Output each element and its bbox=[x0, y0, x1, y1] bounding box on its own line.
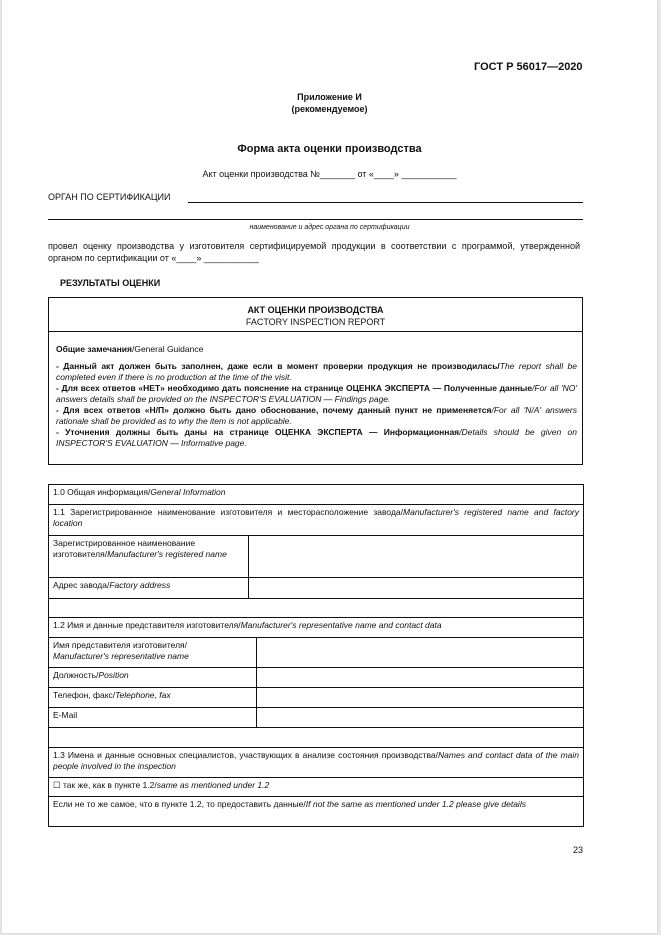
page-number: 23 bbox=[573, 845, 584, 855]
blank-row bbox=[49, 599, 584, 618]
position-en: Position bbox=[98, 670, 129, 680]
report-header-box bbox=[48, 297, 583, 332]
general-info-table bbox=[48, 484, 584, 618]
guidance-item-1-ru: - Данный акт должен быть заполнен, даже если в момент проверки продукция не производилась/ bbox=[56, 361, 500, 371]
position-field[interactable] bbox=[257, 668, 584, 688]
report-title-en: FACTORY INSPECTION REPORT bbox=[245, 317, 386, 327]
annex-title: Приложение И bbox=[297, 92, 362, 102]
guidance-item-4 bbox=[56, 427, 577, 449]
factory-address-field[interactable] bbox=[249, 578, 584, 599]
phone-field[interactable] bbox=[257, 688, 584, 708]
phone-ru: Телефон, факс/ bbox=[53, 690, 116, 700]
guidance-item-1-en: The report shall be completed even if there is no production at the time of the visit. bbox=[56, 361, 578, 382]
same-as-1-2-en: same as mentioned under 1.2 bbox=[156, 780, 270, 790]
form-title: Форма акта оценки производства bbox=[237, 143, 422, 155]
guidance-heading-ru: Общие замечания bbox=[56, 344, 132, 354]
section-1-0-en: General Information bbox=[150, 487, 226, 497]
registered-name-label bbox=[49, 536, 249, 578]
section-1-2-heading bbox=[49, 618, 584, 638]
results-heading: РЕЗУЛЬТАТЫ ОЦЕНКИ bbox=[60, 278, 161, 288]
section-1-1-heading bbox=[49, 505, 584, 536]
annex-subtitle: (рекомендуемое) bbox=[291, 104, 368, 114]
section-1-2-en: Manufacturer's representative name and contact data bbox=[240, 620, 442, 630]
not-same-details-row bbox=[49, 797, 584, 827]
blank-row-2 bbox=[49, 728, 584, 748]
section-1-3-ru: 1.3 Имена и данные основных специалистов, участвующих в анализе состояния производства/ bbox=[53, 750, 439, 760]
guidance-item-2-ru: - Для всех ответов «НЕТ» необходимо дать пояснение на странице ОЦЕНКА ЭКСПЕРТА — Полученные данные bbox=[56, 383, 533, 393]
guidance-item-4-en: /Details should be given on INSPECTOR'S EVALUATION — Informative page. bbox=[56, 427, 577, 448]
section-1-3-heading bbox=[49, 748, 584, 778]
section-1-2-ru: 1.2 Имя и данные представителя изготовителя/ bbox=[53, 620, 241, 630]
guidance-item-1 bbox=[56, 361, 577, 383]
guidance-item-3-ru: - Для всех ответов «Н/П» должно быть дано обоснование, почему данный пункт не применяется bbox=[56, 405, 492, 415]
phone-en: Telephone, fax bbox=[115, 690, 171, 700]
registered-name-ru: Зарегистрированное наименование изготовителя/ bbox=[53, 538, 196, 559]
act-number-line: Акт оценки производства №_______ от «____» ___________ bbox=[202, 169, 457, 179]
general-guidance-box bbox=[48, 331, 583, 465]
guidance-item-2-en: /For all 'NO' answers details shall be provided on the INSPECTOR'S EVALUATION — Findings page. bbox=[56, 383, 578, 404]
factory-address-label bbox=[49, 578, 249, 599]
guidance-item-3-en: /For all 'N/A' answers rationale shall be provided as to why the item is not applicable. bbox=[56, 405, 577, 426]
guidance-heading-en: /General Guidance bbox=[131, 344, 204, 354]
section-1-1-ru: 1.1 Зарегистрированное наименование изготовителя и месторасположение завода/ bbox=[53, 507, 404, 517]
guidance-item-3 bbox=[56, 405, 577, 427]
guidance-heading bbox=[56, 344, 577, 355]
certification-body-caption: наименование и адрес органа по сертификации bbox=[249, 224, 410, 231]
certification-body-line bbox=[188, 202, 583, 203]
same-as-1-2-checkbox-row[interactable] bbox=[49, 778, 584, 797]
not-same-en: If not the same as mentioned under 1.2 please give details bbox=[305, 799, 526, 809]
phone-label bbox=[49, 688, 257, 708]
email-field[interactable] bbox=[257, 708, 584, 728]
representative-table bbox=[48, 617, 584, 827]
rep-name-label bbox=[49, 638, 257, 668]
intro-paragraph: провел оценку производства у изготовителя сертифицируемой продукции в соответствии с программой, утвержденной органом по сертификации от «____» ___________ bbox=[48, 241, 580, 263]
section-1-3-en: Names and contact data of the main people involved in the inspection bbox=[53, 750, 580, 771]
registered-name-field[interactable] bbox=[249, 536, 584, 578]
rep-name-field[interactable] bbox=[257, 638, 584, 668]
standard-number: ГОСТ Р 56017—2020 bbox=[474, 61, 583, 73]
certification-body-line-2 bbox=[48, 219, 583, 220]
section-1-1-en: Manufacturer's registered name and factory location bbox=[53, 507, 580, 528]
position-ru: Должность/ bbox=[53, 670, 99, 680]
rep-name-ru: Имя представителя изготовителя/ bbox=[53, 640, 188, 650]
section-1-0-heading bbox=[49, 485, 584, 505]
not-same-ru: Если не то же самое, что в пункте 1.2, то предоставить данные/ bbox=[53, 799, 306, 809]
rep-name-en: Manufacturer's representative name bbox=[53, 651, 189, 661]
email-label: E-Mail bbox=[49, 708, 257, 728]
guidance-item-2 bbox=[56, 383, 577, 405]
guidance-item-4-ru: - Уточнения должны быть даны на странице ОЦЕНКА ЭКСПЕРТА — Информационная bbox=[56, 427, 460, 437]
certification-body-label: ОРГАН ПО СЕРТИФИКАЦИИ bbox=[48, 192, 171, 202]
document-page bbox=[2, 0, 657, 933]
registered-name-en: Manufacturer's registered name bbox=[107, 549, 227, 559]
factory-address-en: Factory address bbox=[109, 580, 171, 590]
same-as-1-2-checkbox[interactable]: ☐ так же, как в пункте 1.2/ bbox=[53, 780, 157, 790]
factory-address-ru: Адрес завода/ bbox=[53, 580, 110, 590]
position-label bbox=[49, 668, 257, 688]
report-title-ru: АКТ ОЦЕНКИ ПРОИЗВОДСТВА bbox=[247, 305, 384, 315]
section-1-0-ru: 1.0 Общая информация/ bbox=[53, 487, 151, 497]
